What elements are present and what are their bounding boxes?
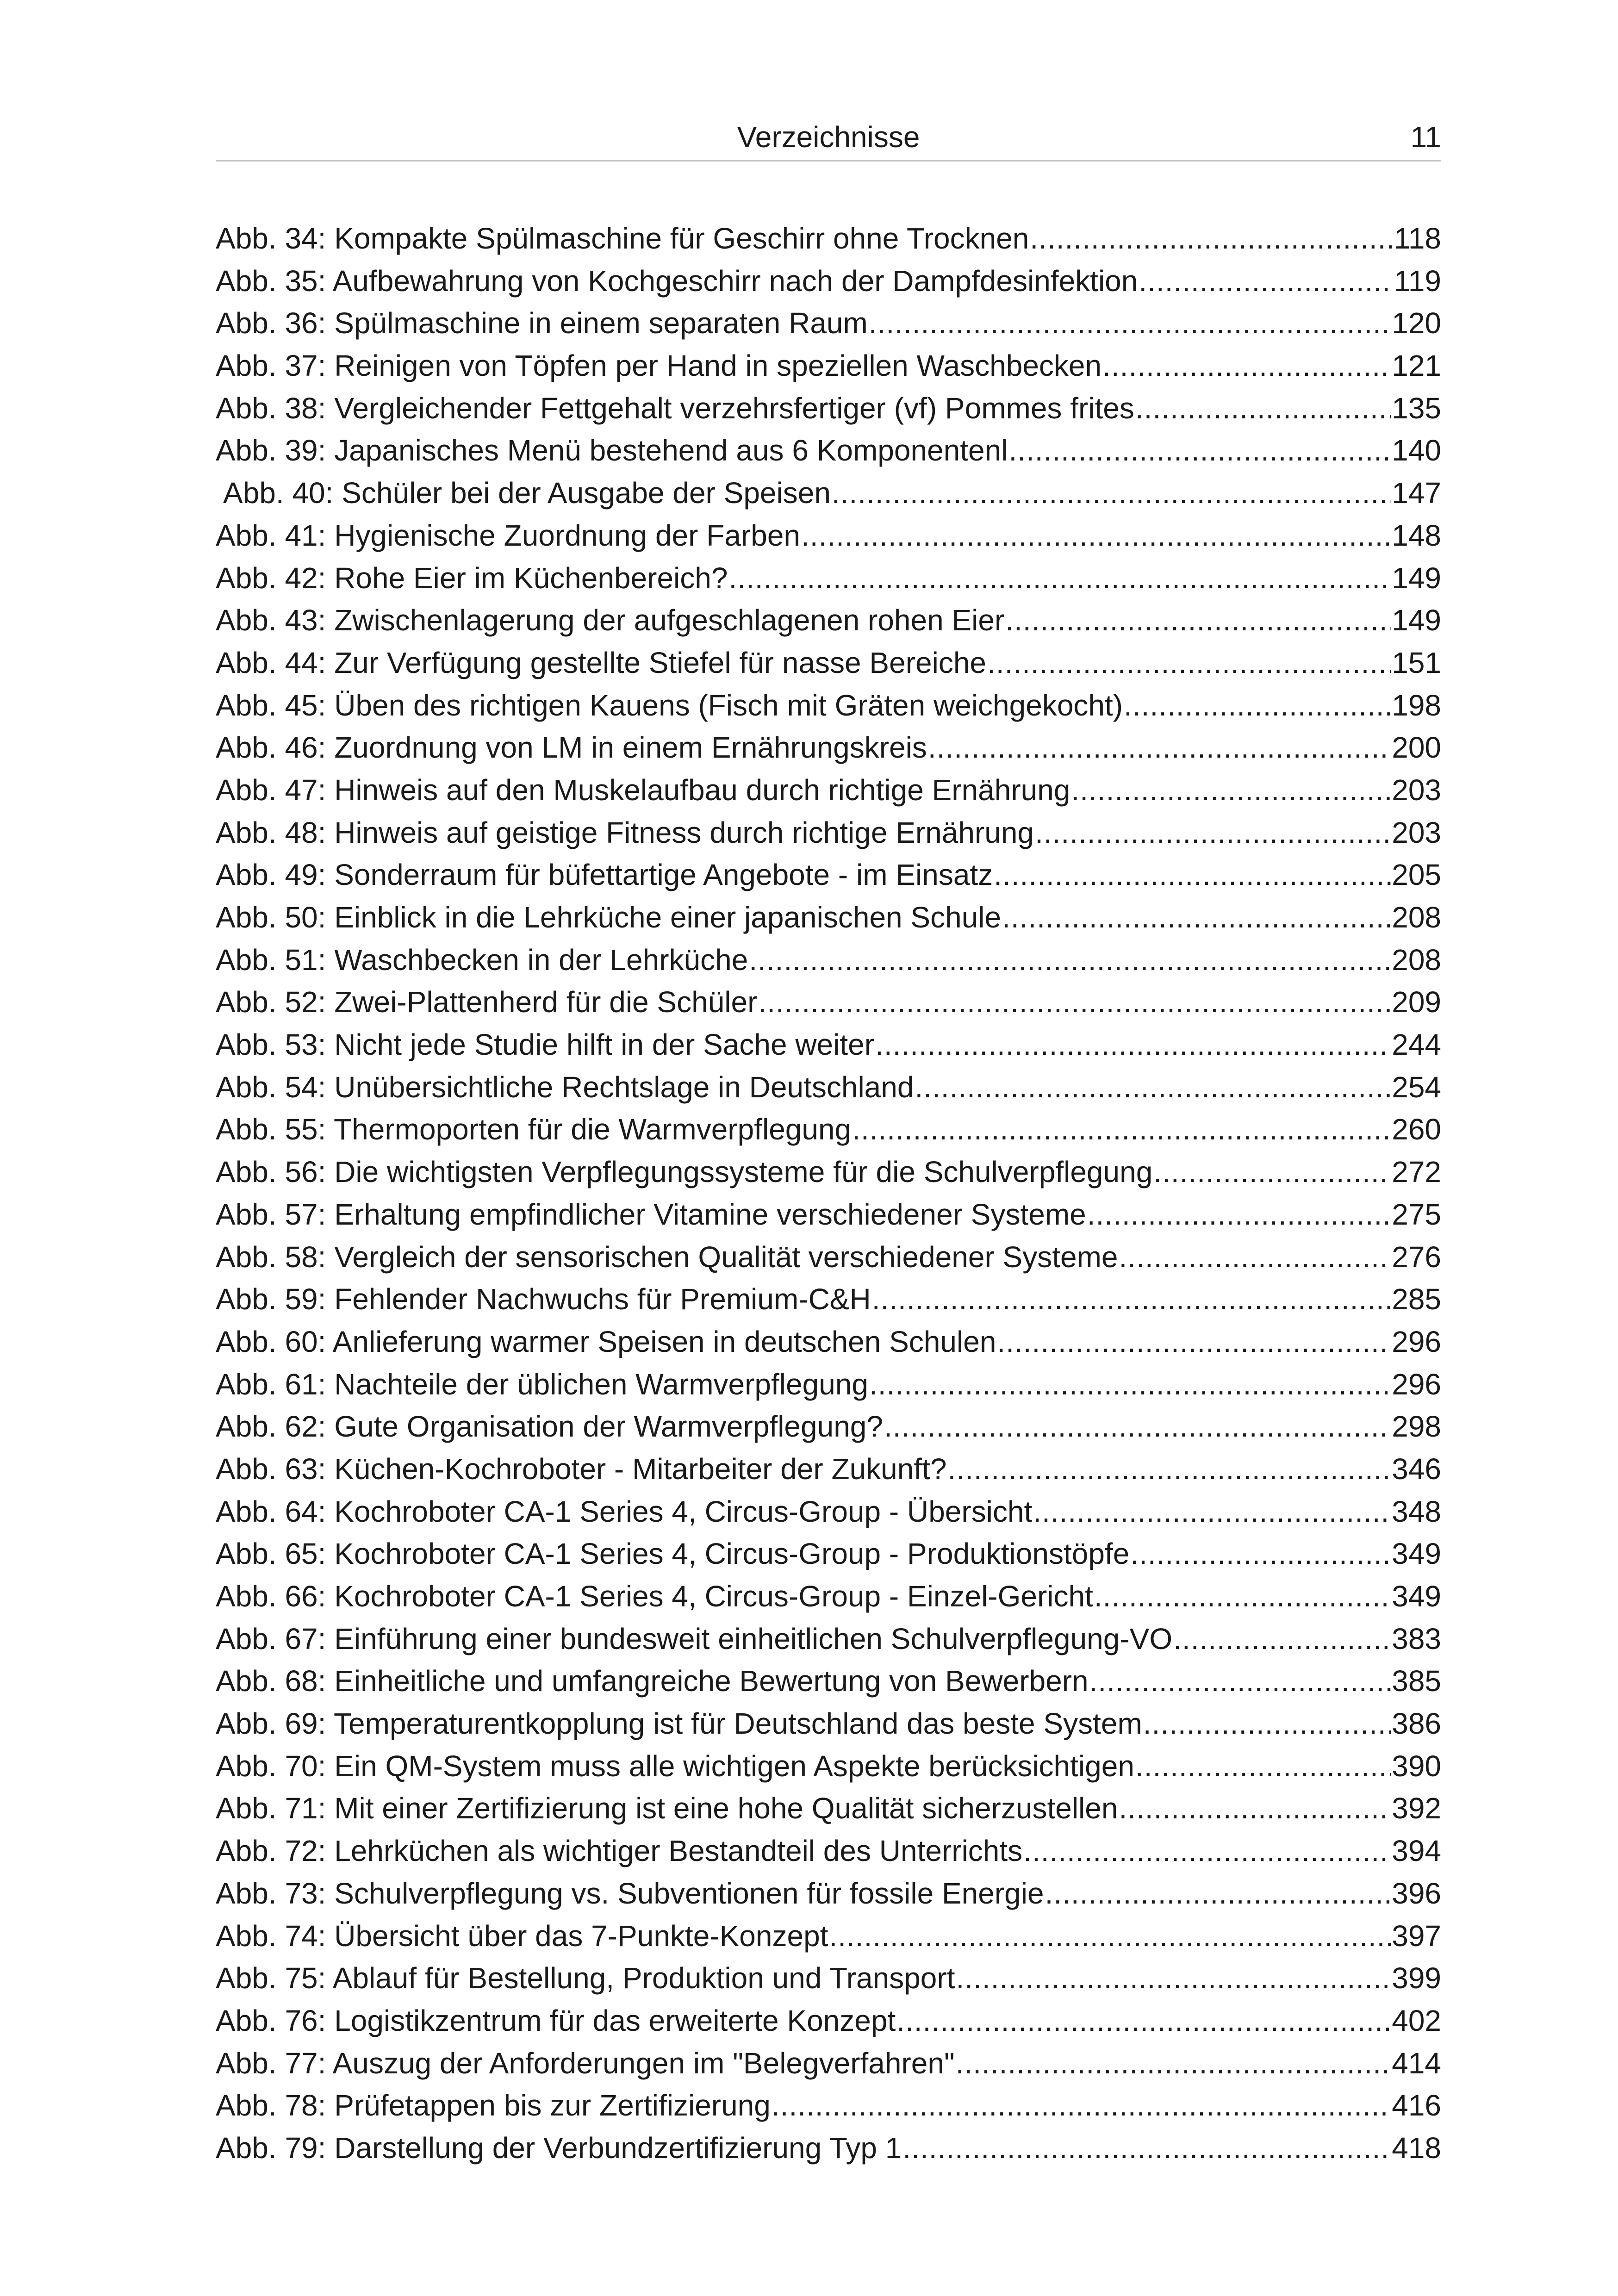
toc-entry-page: 149 — [1392, 604, 1441, 637]
dot-leader — [832, 472, 1391, 515]
toc-entry-page: 397 — [1392, 1919, 1441, 1953]
dot-leader — [852, 1108, 1391, 1151]
toc-entry — [216, 1660, 1441, 1703]
toc-entry — [216, 1448, 1441, 1491]
toc-entry — [216, 769, 1441, 812]
toc-entry-page: 275 — [1392, 1197, 1441, 1231]
toc-entry-page: 390 — [1392, 1749, 1441, 1783]
toc-entry-page: 394 — [1392, 1834, 1441, 1868]
toc-entry-page: 120 — [1392, 306, 1441, 340]
toc-entry-title: Abb. 60: Anlieferung warmer Speisen in deutschen Schulen — [216, 1325, 996, 1358]
dot-leader — [728, 557, 1391, 600]
dot-leader — [1087, 1194, 1391, 1236]
toc-entry-title: Abb. 69: Temperaturentkopplung ist für Deutschland das beste System — [216, 1707, 1142, 1741]
toc-entry — [216, 981, 1441, 1024]
toc-entry-title: Abb. 48: Hinweis auf geistige Fitness durch richtige Ernährung — [216, 815, 1034, 849]
toc-entry-title: Abb. 47: Hinweis auf den Muskelaufbau durch richtige Ernährung — [216, 773, 1070, 807]
toc-entry-page: 386 — [1392, 1707, 1441, 1741]
dot-leader — [1071, 769, 1391, 812]
toc-entry-page: 349 — [1392, 1580, 1441, 1613]
toc-entry-page: 402 — [1392, 2004, 1441, 2037]
toc-entry-page: 399 — [1392, 1961, 1441, 1995]
dot-leader — [869, 302, 1391, 345]
toc-entry-title: Abb. 58: Vergleich der sensorischen Qualität verschiedener Systeme — [216, 1240, 1118, 1274]
toc-entry-page: 418 — [1392, 2131, 1441, 2165]
toc-entry-page: 285 — [1392, 1282, 1441, 1316]
dot-leader — [1045, 1873, 1391, 1915]
toc-entry-page: 198 — [1392, 688, 1441, 722]
dot-leader — [1005, 599, 1391, 642]
toc-entry-title: Abb. 35: Aufbewahrung von Kochgeschirr nach der Dampfdesinfektion — [216, 264, 1138, 298]
toc-entry — [216, 939, 1441, 982]
toc-entry — [216, 1957, 1441, 2000]
dot-leader — [1033, 1491, 1391, 1533]
toc-entry — [216, 472, 1441, 515]
toc-entry — [216, 1108, 1441, 1151]
dot-leader — [872, 1278, 1391, 1321]
toc-entry-title: Abb. 73: Schulverpflegung vs. Subventionen für fossile Energie — [216, 1876, 1044, 1910]
toc-entry — [216, 302, 1441, 345]
toc-entry-title: Abb. 50: Einblick in die Lehrküche einer japanischen Schule — [216, 901, 1002, 934]
toc-entry-title: Abb. 66: Kochroboter CA-1 Series 4, Circus-Group - Einzel-Gericht — [216, 1580, 1093, 1613]
toc-entry — [216, 429, 1441, 472]
toc-entry-title: Abb. 70: Ein QM-System muss alle wichtigen Aspekte berücksichtigen — [216, 1749, 1134, 1783]
toc-entry-title: Abb. 40: Schüler bei der Ausgabe der Speisen — [223, 476, 831, 510]
toc-entry — [216, 387, 1441, 430]
toc-entry-title: Abb. 76: Logistikzentrum für das erweiterte Konzept — [216, 2004, 896, 2037]
toc-entry — [216, 684, 1441, 727]
toc-entry-page: 383 — [1392, 1622, 1441, 1655]
toc-entry-page: 414 — [1392, 2046, 1441, 2080]
toc-entry-title: Abb. 54: Unübersichtliche Rechtslage in Deutschland — [216, 1070, 914, 1104]
toc-entry-title: Abb. 36: Spülmaschine in einem separaten Raum — [216, 306, 868, 340]
dot-leader — [956, 2042, 1391, 2085]
toc-entry — [216, 515, 1441, 557]
dot-leader — [1173, 1618, 1391, 1661]
toc-entry — [216, 2000, 1441, 2042]
toc-entry — [216, 1575, 1441, 1618]
toc-entry — [216, 345, 1441, 387]
toc-entry — [216, 2127, 1441, 2170]
toc-entry-title: Abb. 37: Reinigen von Töpfen per Hand in speziellen Waschbecken — [216, 349, 1102, 383]
dot-leader — [1119, 1787, 1391, 1830]
dot-leader — [956, 1957, 1391, 2000]
dot-leader — [772, 2084, 1391, 2127]
dot-leader — [1153, 1151, 1391, 1194]
toc-entry-title: Abb. 61: Nachteile der üblichen Warmverpflegung — [216, 1367, 868, 1401]
toc-entry-page: 140 — [1392, 434, 1441, 467]
toc-entry-page: 396 — [1392, 1876, 1441, 1910]
toc-entry-page: 296 — [1392, 1367, 1441, 1401]
toc-entry — [216, 896, 1441, 939]
toc-entry — [216, 1066, 1441, 1109]
dot-leader — [1135, 1745, 1391, 1788]
toc-entry — [216, 1363, 1441, 1406]
dot-leader — [1030, 218, 1393, 260]
toc-entry — [216, 1406, 1441, 1448]
toc-entry-title: Abb. 77: Auszug der Anforderungen im "Belegverfahren" — [216, 2046, 955, 2080]
toc-entry-page: 149 — [1392, 561, 1441, 595]
toc-entry — [216, 2042, 1441, 2085]
dot-leader — [875, 1024, 1391, 1066]
toc-entry-page: 208 — [1392, 901, 1441, 934]
toc-entry-title: Abb. 51: Waschbecken in der Lehrküche — [216, 943, 748, 977]
dot-leader — [1023, 1830, 1391, 1873]
toc-entry-page: 119 — [1394, 264, 1441, 298]
toc-entry-page: 260 — [1392, 1113, 1441, 1146]
toc-entry — [216, 557, 1441, 600]
toc-entry-title: Abb. 72: Lehrküchen als wichtiger Bestandteil des Unterrichts — [216, 1834, 1023, 1868]
toc-entry-title: Abb. 34: Kompakte Spülmaschine für Geschirr ohne Trocknen — [216, 222, 1029, 255]
toc-entry — [216, 1787, 1441, 1830]
toc-entry — [216, 2084, 1441, 2127]
page-header — [216, 116, 1441, 162]
toc-entry-page: 203 — [1392, 773, 1441, 807]
toc-entry-title: Abb. 78: Prüfetappen bis zur Zertifizierung — [216, 2089, 771, 2122]
toc-entry-title: Abb. 59: Fehlender Nachwuchs für Premium-C&H — [216, 1282, 871, 1316]
toc-entry — [216, 1830, 1441, 1873]
toc-entry-page: 208 — [1392, 943, 1441, 977]
toc-entry-page: 135 — [1392, 391, 1441, 425]
dot-leader — [801, 515, 1391, 557]
dot-leader — [869, 1363, 1391, 1406]
dot-leader — [1130, 1533, 1391, 1575]
toc-entry-title: Abb. 74: Übersicht über das 7-Punkte-Konzept — [216, 1919, 828, 1953]
toc-entry-page: 385 — [1392, 1664, 1441, 1698]
toc-entry-title: Abb. 64: Kochroboter CA-1 Series 4, Circus-Group - Übersicht — [216, 1494, 1033, 1528]
toc-entry-title: Abb. 39: Japanisches Menü bestehend aus 6 Komponentenl — [216, 434, 1008, 467]
toc-entry-title: Abb. 56: Die wichtigsten Verpflegungssysteme für die Schulverpflegung — [216, 1155, 1153, 1189]
dot-leader — [1008, 429, 1391, 472]
toc-entry-title: Abb. 41: Hygienische Zuordnung der Farben — [216, 518, 800, 552]
dot-leader — [758, 981, 1391, 1024]
toc-entry — [216, 260, 1441, 303]
dot-leader — [948, 1448, 1391, 1491]
toc-entry-title: Abb. 49: Sonderraum für büfettartige Angebote - im Einsatz — [216, 858, 993, 892]
toc-entry-page: 148 — [1392, 518, 1441, 552]
dot-leader — [1135, 387, 1391, 430]
dot-leader — [1143, 1703, 1391, 1745]
toc-entry — [216, 1745, 1441, 1788]
toc-entry — [216, 218, 1441, 260]
toc-entry-page: 348 — [1392, 1494, 1441, 1528]
dot-leader — [1124, 684, 1391, 727]
toc-entry-title: Abb. 79: Darstellung der Verbundzertifizierung Typ 1 — [216, 2131, 902, 2165]
toc-entry-title: Abb. 53: Nicht jede Studie hilft in der Sache weiter — [216, 1028, 875, 1062]
dot-leader — [915, 1066, 1391, 1109]
dot-leader — [997, 1321, 1391, 1363]
toc-entry — [216, 1703, 1441, 1745]
toc-entry-page: 298 — [1392, 1410, 1441, 1444]
toc-entry-page: 346 — [1392, 1452, 1441, 1486]
toc-entry-title: Abb. 44: Zur Verfügung gestellte Stiefel für nasse Bereiche — [216, 646, 986, 679]
dot-leader — [884, 1406, 1391, 1448]
dot-leader — [749, 939, 1391, 982]
toc-entry-page: 200 — [1392, 731, 1441, 765]
toc-entry-title: Abb. 68: Einheitliche und umfangreiche Bewertung von Bewerbern — [216, 1664, 1089, 1698]
toc-entry — [216, 1024, 1441, 1066]
toc-entry-title: Abb. 65: Kochroboter CA-1 Series 4, Circus-Group - Produktionstöpfe — [216, 1537, 1130, 1571]
toc-entry — [216, 599, 1441, 642]
toc-entry-title: Abb. 62: Gute Organisation der Warmverpflegung? — [216, 1410, 883, 1444]
toc-entry-page: 272 — [1392, 1155, 1441, 1189]
toc-entry-page: 296 — [1392, 1325, 1441, 1358]
toc-entry — [216, 1915, 1441, 1958]
dot-leader — [987, 642, 1391, 684]
toc-entry — [216, 854, 1441, 896]
page-number: 11 — [1410, 120, 1441, 154]
toc-entry — [216, 812, 1441, 854]
toc-entry-page: 121 — [1392, 349, 1441, 383]
toc-entry-title: Abb. 57: Erhaltung empfindlicher Vitamine verschiedener Systeme — [216, 1197, 1086, 1231]
dot-leader — [1139, 260, 1393, 303]
toc-entry — [216, 1151, 1441, 1194]
toc-entry-title: Abb. 52: Zwei-Plattenherd für die Schüler — [216, 985, 758, 1019]
toc-entry-page: 203 — [1392, 815, 1441, 849]
toc-entry-page: 147 — [1392, 476, 1441, 510]
toc-entry — [216, 1618, 1441, 1661]
dot-leader — [1035, 812, 1391, 854]
toc-entry — [216, 727, 1441, 769]
dot-leader — [902, 2127, 1391, 2170]
toc-entry-title: Abb. 45: Üben des richtigen Kauens (Fisch mit Gräten weichgekocht) — [216, 688, 1123, 722]
dot-leader — [1002, 896, 1391, 939]
toc-entry — [216, 642, 1441, 684]
toc-entry — [216, 1873, 1441, 1915]
toc-entry-page: 205 — [1392, 858, 1441, 892]
toc-entry-title: Abb. 38: Vergleichender Fettgehalt verzehrsfertiger (vf) Pommes frites — [216, 391, 1134, 425]
toc-entry-title: Abb. 46: Zuordnung von LM in einem Ernährungskreis — [216, 731, 927, 765]
toc-entry-title: Abb. 63: Küchen-Kochroboter - Mitarbeiter der Zukunft? — [216, 1452, 947, 1486]
toc-entry-page: 349 — [1392, 1537, 1441, 1571]
toc-entry-title: Abb. 43: Zwischenlagerung der aufgeschlagenen rohen Eier — [216, 604, 1005, 637]
dot-leader — [829, 1915, 1391, 1958]
toc-entry — [216, 1278, 1441, 1321]
toc-entry-page: 276 — [1392, 1240, 1441, 1274]
dot-leader — [896, 2000, 1391, 2042]
toc-entry-title: Abb. 71: Mit einer Zertifizierung ist eine hohe Qualität sicherzustellen — [216, 1792, 1118, 1825]
toc-entry-title: Abb. 67: Einführung einer bundesweit einheitlichen Schulverpflegung-VO — [216, 1622, 1173, 1655]
toc-entry-page: 244 — [1392, 1028, 1441, 1062]
dot-leader — [1102, 345, 1391, 387]
dot-leader — [1089, 1660, 1391, 1703]
toc-entry — [216, 1321, 1441, 1363]
toc-entry — [216, 1491, 1441, 1533]
toc-entry — [216, 1533, 1441, 1575]
list-of-figures — [216, 218, 1441, 2170]
toc-entry-title: Abb. 42: Rohe Eier im Küchenbereich? — [216, 561, 728, 595]
dot-leader — [1094, 1575, 1391, 1618]
toc-entry-page: 209 — [1392, 985, 1441, 1019]
toc-entry-page: 118 — [1394, 222, 1441, 255]
dot-leader — [928, 727, 1391, 769]
dot-leader — [1119, 1236, 1391, 1279]
toc-entry-title: Abb. 55: Thermoporten für die Warmverpflegung — [216, 1113, 852, 1146]
toc-entry — [216, 1194, 1441, 1236]
toc-entry-page: 254 — [1392, 1070, 1441, 1104]
toc-entry — [216, 1236, 1441, 1279]
toc-entry-title: Abb. 75: Ablauf für Bestellung, Produktion und Transport — [216, 1961, 955, 1995]
toc-entry-page: 392 — [1392, 1792, 1441, 1825]
dot-leader — [994, 854, 1391, 896]
toc-entry-page: 151 — [1392, 646, 1441, 679]
toc-entry-page: 416 — [1392, 2089, 1441, 2122]
running-header-title: Verzeichnisse — [737, 120, 920, 154]
